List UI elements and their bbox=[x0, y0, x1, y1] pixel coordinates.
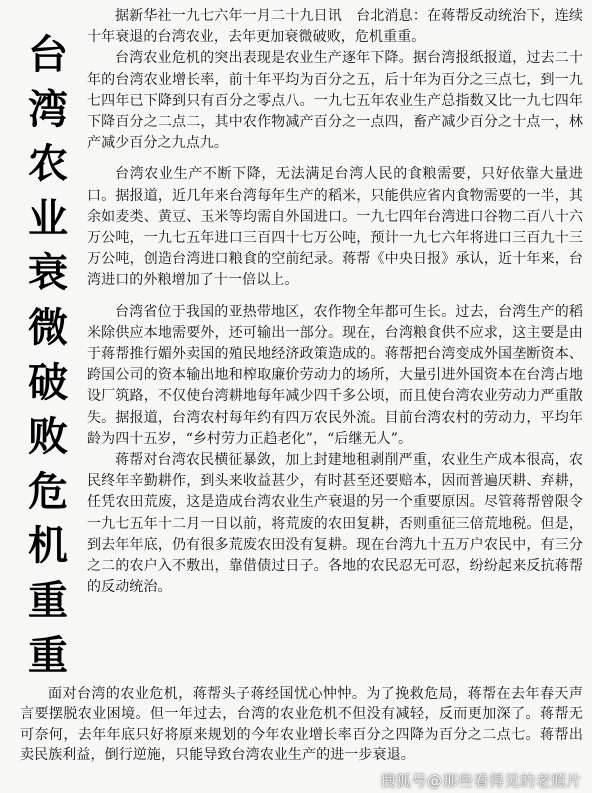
headline-char: 微 bbox=[28, 304, 68, 351]
headline-char: 重 bbox=[28, 577, 68, 624]
headline-char: 危 bbox=[28, 468, 68, 515]
headline-char: 台 bbox=[28, 32, 68, 78]
headline-char: 湾 bbox=[28, 86, 68, 133]
headline-char: 破 bbox=[28, 359, 68, 406]
article-body bbox=[87, 6, 583, 598]
headline-char: 衰 bbox=[28, 250, 68, 297]
paragraph-lead: 据新华社一九七六年一月二十九日讯 台北消息：在蒋帮反动统治下，连续十年衰退的台湾农业，去年更加衰微破败，危机重重。 bbox=[87, 8, 583, 46]
article-conclusion bbox=[20, 684, 583, 766]
headline-char: 败 bbox=[28, 414, 68, 461]
paragraph-colonial-policy: 台湾省位于我国的亚热带地区，农作物全年都可生长。过去，台湾生产的稻米除供应本地需要外，还可输出一部分。现在，台湾粮食供不应求，这主要是由于蒋帮推行媚外卖国的殖民地经济政策造成的。蒋帮把台湾变成外国垄断资本、跨国公司的资本输出地和榨取廉价劳动力的场所，大量引进外国资本在台湾占地设厂筑路，不仅使台湾耕地每年减少四千多公顷，而且使台湾农业劳动力严重散失。据报道，台湾农村每年约有四万农民外流。目前台湾农村的劳动力，平均年龄为四十五岁，“乡村劳力正趋老化”，“后继无人”。 bbox=[87, 303, 583, 447]
headline-char: 业 bbox=[28, 195, 68, 242]
source-watermark: 搜狐号@那些看得见的老照片 bbox=[380, 772, 582, 790]
paragraph-farmer-exploitation: 蒋帮对台湾农民横征暴敛，加上封建地租剥削严重，农业生产成本很高，农民终年辛勤耕作，到头来收益甚少，有时甚至还要赔本，因而普遍厌耕、弃耕，任凭农田荒废，这是造成台湾农业生产衰退的另一个重要原因。尽管蒋帮曾限令一九七五年十二月一日以前，将荒废的农田复耕，否则重征三倍荒地税。但是，到去年年底，仍有很多荒废农田没有复耕。现在台湾九十五万户农民中，有三分之二的农户入不敷出，靠借债过日子。各地的农民忍无可忍，纷纷起来反抗蒋帮的反动统治。 bbox=[87, 452, 583, 596]
paragraph-conclusion: 面对台湾的农业危机，蒋帮头子蒋经国忧心忡忡。为了挽救危局，蒋帮在去年春天声言要摆脱农业困境。但一年过去，台湾的农业危机不但没有减轻，反而更加深了。蒋帮无可奈何，去年年底只好将原来规划的今年农业增长率百分之四降为百分之二点七。蒋帮出卖民族利益，倒行逆施，只能导致台湾农业生产的进一步衰退。 bbox=[20, 686, 583, 764]
headline bbox=[18, 28, 78, 683]
paragraph-production-decline: 台湾农业危机的突出表现是农业生产逐年下降。据台湾报纸报道，过去二十年的台湾农业增长率，前十年平均为百分之五，后十年为百分之三点七，到一九七四年已下降到只有百分之零点八。一九七五年农业生产总指数又比一九七四年下降百分之二点二，其中农作物减产百分之一点四，畜产减少百分之十点一，林产减少百分之九点九。 bbox=[87, 50, 583, 152]
paragraph-grain-imports: 台湾农业生产不断下降，无法满足台湾人民的食粮需要，只好依靠大量进口。据报道，近几年来台湾每年生产的稻米，只能供应省内食物需要的一半，其余如麦类、黄豆、玉米等均需自外国进口。一九七四年台湾进口谷物二百八十六万公吨，一九七五年进口三百四十七万公吨，预计一九七六年将进口三百九十三万公吨，创造台湾进口粮食的空前纪录。蒋帮《中央日报》承认，近十年来，台湾进口的外粮增加了十一倍以上。 bbox=[87, 166, 583, 289]
headline-char: 机 bbox=[28, 523, 68, 570]
headline-char: 农 bbox=[28, 141, 68, 188]
headline-char: 重 bbox=[28, 632, 68, 679]
